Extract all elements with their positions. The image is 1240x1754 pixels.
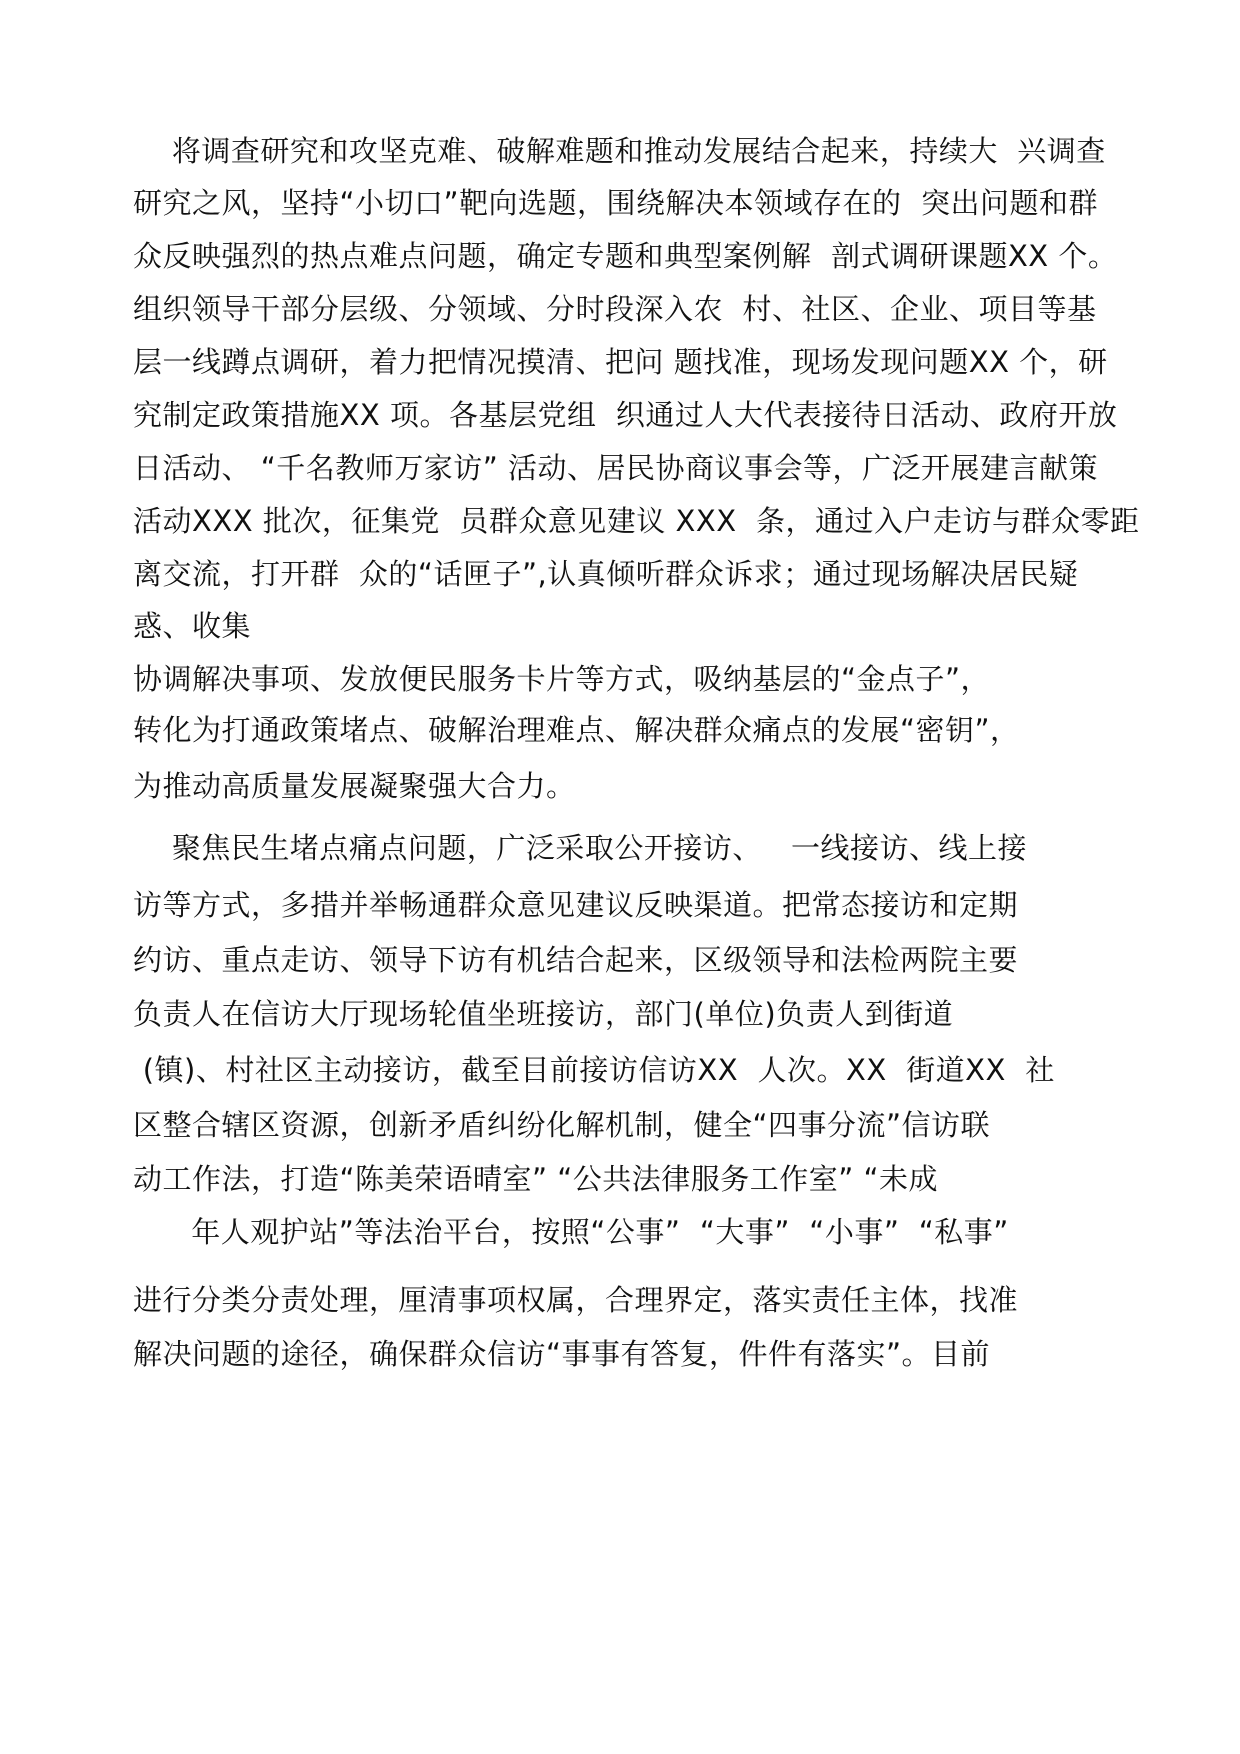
paragraph-2-line-10: 解决问题的途径，确保群众信访“事事有答复，件件有落实”。目前: [133, 1337, 991, 1371]
paragraph-2-line-6: 区整合辖区资源，创新矛盾纠纷化解机制，健全“四事分流”信访联: [133, 1108, 991, 1142]
paragraph-1-line-9: 离交流，打开群 众的“话匣子”,认真倾听群众诉求；通过现场解决居民疑: [133, 557, 1079, 591]
paragraph-2-line-9: 进行分类分责处理，厘清事项权属，合理界定，落实责任主体，找准: [133, 1283, 1019, 1317]
paragraph-2-line-4: 负责人在信访大厅现场轮值坐班接访，部门(单位)负责人到街道: [133, 997, 954, 1031]
paragraph-1-line-7: 日活动、 “千名教师万家访” 活动、居民协商议事会等，广泛开展建言献策: [133, 451, 1098, 485]
paragraph-2-line-3: 约访、重点走访、领导下访有机结合起来，区级领导和法检两院主要: [133, 943, 1019, 977]
paragraph-2-line-5: (镇)、村社区主动接访，截至目前接访信访XX 人次。XX 街道XX 社: [133, 1053, 1055, 1087]
paragraph-1-line-10: 惑、收集: [133, 609, 252, 643]
paragraph-1-line-13: 为推动高质量发展凝聚强大合力。: [133, 769, 576, 803]
paragraph-1-line-6: 究制定政策措施XX 项。各基层党组 织通过人大代表接待日活动、政府开放: [133, 398, 1118, 432]
paragraph-2-line-8: 年人观护站”等法治平台，按照“公事” “大事” “小事” “私事”: [133, 1215, 1009, 1249]
paragraph-1-line-4: 组织领导干部分层级、分领域、分时段深入农 村、社区、企业、项目等基: [133, 292, 1097, 326]
paragraph-1-line-11: 协调解决事项、发放便民服务卡片等方式，吸纳基层的“金点子”，: [133, 662, 991, 696]
paragraph-1-line-1: 将调查研究和攻坚克难、破解难题和推动发展结合起来，持续大 兴调查: [133, 134, 1106, 168]
paragraph-1-line-8: 活动XXX 批次，征集党 员群众意见建议 XXX 条，通过入户走访与群众零距: [133, 504, 1140, 538]
paragraph-1-line-2: 研究之风，坚持“小切口”靶向选题，围绕解决本领域存在的 突出问题和群: [133, 186, 1098, 220]
paragraph-2-line-7: 动工作法，打造“陈美荣语晴室” “公共法律服务工作室” “未成: [133, 1162, 939, 1196]
paragraph-2-line-1: 聚焦民生堵点痛点问题，广泛采取公开接访、 一线接访、线上接: [133, 831, 1028, 865]
paragraph-1-line-3: 众反映强烈的热点难点问题，确定专题和典型案例解 剖式调研课题XX 个。: [133, 239, 1118, 273]
paragraph-2-line-2: 访等方式，多措并举畅通群众意见建议反映渠道。把常态接访和定期: [133, 888, 1019, 922]
paragraph-1-line-12: 转化为打通政策堵点、破解治理难点、解决群众痛点的发展“密钥”，: [133, 713, 1020, 747]
paragraph-1-line-5: 层一线蹲点调研，着力把情况摸清、把问 题找准，现场发现问题XX 个，研: [133, 345, 1108, 379]
